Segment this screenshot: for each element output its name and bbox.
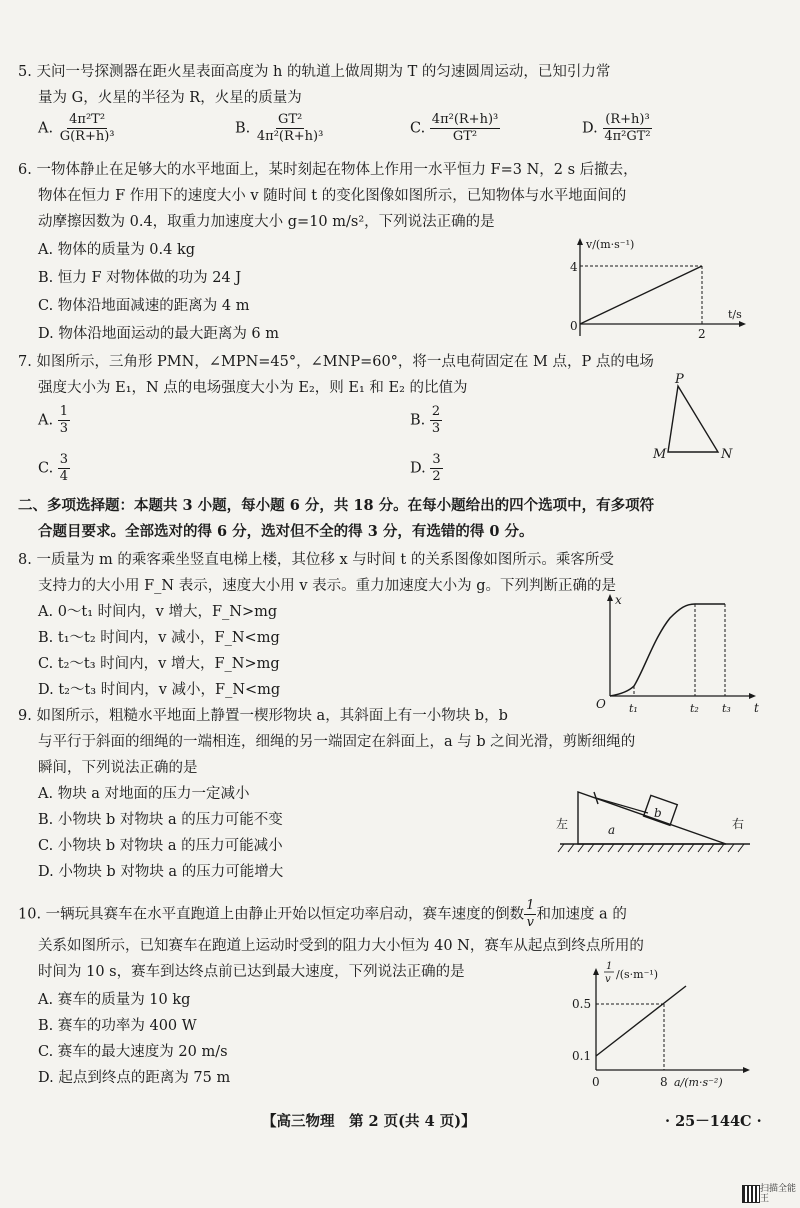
q8-option-b: B. t₁～t₂ 时间内，v 减小，F_N<mg <box>38 630 280 646</box>
q10-xtick-8: 8 <box>660 1075 668 1089</box>
q9-option-b: B. 小物块 b 对物块 a 的压力可能不变 <box>38 812 283 828</box>
q7-option-d: D. $\frac{3}{2}$ <box>410 452 441 484</box>
q9-label-b: b <box>654 806 662 820</box>
q10-line2: 关系如图所示，已知赛车在跑道上运动时受到的阻力大小恒为 40 N，赛车从起点到终点所用的 <box>38 938 644 954</box>
q5-option-c: C. $\frac{\text{4π²(R+h)³}}{\text{GT²}}$ <box>410 112 499 144</box>
q10-ylabel-unit: /(s·m⁻¹) <box>616 968 659 981</box>
q9-label-left: 左 <box>556 817 569 831</box>
q6-xlabel: t/s <box>728 308 742 321</box>
footer-code: · 25－144C · <box>665 1113 762 1130</box>
q5-option-b: B. $\frac{\text{GT²}}{\text{4π²(R+h)³}}$ <box>235 112 324 144</box>
q8-line1: 8. 一质量为 m 的乘客乘坐竖直电梯上楼，其位移 x 与时间 t 的关系图像如图所示。乘客所受 <box>18 552 614 568</box>
q10-xlabel: a/(m·s⁻²) <box>674 1076 723 1089</box>
q8-ylabel: x <box>615 593 622 607</box>
q5-line2: 量为 G，火星的半径为 R，火星的质量为 <box>38 90 302 106</box>
q8-option-c: C. t₂～t₃ 时间内，v 增大，F_N>mg <box>38 656 280 672</box>
q7-option-c: C. $\frac{3}{4}$ <box>38 452 69 484</box>
q6-option-b: B. 恒力 F 对物体做的功为 24 J <box>38 270 242 286</box>
q6-xtick-2: 2 <box>698 327 706 341</box>
q10-origin: 0 <box>592 1075 600 1089</box>
q5-option-a: A. $\frac{\text{4π²T²}}{\text{G(R+h)³}}$ <box>38 112 115 144</box>
q5-line1: 5. 天问一号探测器在距火星表面高度为 h 的轨道上做周期为 T 的匀速圆周运动，已知引力常 <box>18 64 611 80</box>
q9-wedge-figure <box>550 778 760 858</box>
q6-option-c: C. 物体沿地面减速的距离为 4 m <box>38 298 250 314</box>
q10-option-c: C. 赛车的最大速度为 20 m/s <box>38 1044 228 1060</box>
q8-tick-t3: t₃ <box>722 702 731 715</box>
q10-ytick-01: 0.1 <box>572 1049 592 1063</box>
q6-option-a: A. 物体的质量为 0.4 kg <box>38 242 196 258</box>
q10-data-line <box>596 986 686 1056</box>
q7-option-a: A. $\frac{1}{3}$ <box>38 404 68 436</box>
q9-line2: 与平行于斜面的细绳的一端相连，细绳的另一端固定在斜面上，a 与 b 之间光滑，剪断细绳的 <box>38 734 636 750</box>
q8-curve <box>610 604 725 696</box>
q8-xt-chart <box>588 590 768 716</box>
q6-origin: 0 <box>570 319 578 333</box>
q7-line2: 强度大小为 E₁，N 点的电场强度大小为 E₂，则 E₁ 和 E₂ 的比值为 <box>38 380 468 396</box>
q10-chart <box>566 958 766 1094</box>
q6-line3: 动摩擦因数为 0.4，取重力加速度大小 g=10 m/s²，下列说法正确的是 <box>38 214 495 230</box>
q6-ylabel: v/(m·s⁻¹) <box>586 238 635 251</box>
q8-tick-t2: t₂ <box>690 702 699 715</box>
q6-line2: 物体在恒力 F 作用下的速度大小 v 随时间 t 的变化图像如图所示，已知物体与水平地面间的 <box>38 188 627 204</box>
q10-ylabel-num: 1 <box>606 961 613 972</box>
q9-line3: 瞬间，下列说法正确的是 <box>38 760 198 776</box>
q10-option-b: B. 赛车的功率为 400 W <box>38 1018 197 1034</box>
qr-code-icon <box>742 1185 760 1203</box>
q8-line2: 支持力的大小用 F_N 表示，速度大小用 v 表示。重力加速度大小为 g。下列判断正确的是 <box>38 578 617 594</box>
q9-option-a: A. 物块 a 对地面的压力一定减小 <box>38 786 250 802</box>
q5-option-d: D. $\frac{\text{(R+h)³}}{\text{4π²GT²}}$ <box>582 112 651 144</box>
q9-rope <box>596 798 648 813</box>
section2-line2: 合题目要求。全部选对的得 6 分，选对但不全的得 3 分，有选错的得 0 分。 <box>38 523 534 540</box>
q10-y-arrow <box>593 968 599 975</box>
q6-option-d: D. 物体沿地面运动的最大距离为 6 m <box>38 326 280 342</box>
q10-line3: 时间为 10 s，赛车到达终点前已达到最大速度，下列说法正确的是 <box>38 964 465 980</box>
scanner-watermark: 扫描全能王 <box>760 1184 797 1204</box>
q9-ground-hatch <box>558 844 744 852</box>
q9-option-d: D. 小物块 b 对物块 a 的压力可能增大 <box>38 864 284 880</box>
q6-y-arrow <box>577 238 583 245</box>
q8-origin: O <box>596 697 606 711</box>
q10-option-a: A. 赛车的质量为 10 kg <box>38 992 191 1008</box>
footer-page-info: 【高三物理 第 2 页(共 4 页)】 <box>262 1113 476 1130</box>
q7-triangle-figure <box>648 372 748 462</box>
q9-label-right: 右 <box>732 817 745 831</box>
q6-ytick-4: 4 <box>570 260 578 274</box>
q7-triangle <box>668 386 718 452</box>
q8-option-d: D. t₂～t₃ 时间内，v 减小，F_N<mg <box>38 682 281 698</box>
q10-ylabel-den: v <box>605 974 611 985</box>
section2-line1: 二、多项选择题：本题共 3 小题，每小题 6 分，共 18 分。在每小题给出的四个选项中，有多项符 <box>18 497 655 514</box>
q7-line1: 7. 如图所示，三角形 PMN，∠MPN=45°，∠MNP=60°，将一点电荷固定在 M 点，P 点的电场 <box>18 354 654 370</box>
q6-vt-chart <box>560 236 760 348</box>
q7-label-p: P <box>675 372 684 387</box>
q9-label-a: a <box>608 823 616 837</box>
q10-option-d: D. 起点到终点的距离为 75 m <box>38 1070 231 1086</box>
q6-x-arrow <box>739 321 746 327</box>
q7-label-m: M <box>653 447 667 462</box>
q6-line1: 6. 一物体静止在足够大的水平地面上，某时刻起在物体上作用一水平恒力 F=3 N，2 s 后撤去， <box>18 162 638 178</box>
q9-line1: 9. 如图所示，粗糙水平地面上静置一楔形物块 a，其斜面上有一小物块 b，b <box>18 708 508 724</box>
q8-x-arrow <box>749 693 756 699</box>
q8-y-arrow <box>607 594 613 601</box>
q7-label-n: N <box>721 447 733 462</box>
q10-x-arrow <box>743 1067 750 1073</box>
q8-option-a: A. 0～t₁ 时间内，v 增大，F_N>mg <box>38 604 278 620</box>
q10-line1: 10. 一辆玩具赛车在水平直跑道上由静止开始以恒定功率启动，赛车速度的倒数 $\frac{1}{v}$ 和加速度 a 的 <box>18 898 627 930</box>
q7-option-b: B. $\frac{2}{3}$ <box>410 404 441 436</box>
q9-option-c: C. 小物块 b 对物块 a 的压力可能减小 <box>38 838 283 854</box>
q6-data-line <box>580 266 702 324</box>
q8-xlabel: t <box>754 701 759 715</box>
q8-tick-t1: t₁ <box>629 702 638 715</box>
q10-ytick-05: 0.5 <box>572 997 592 1011</box>
